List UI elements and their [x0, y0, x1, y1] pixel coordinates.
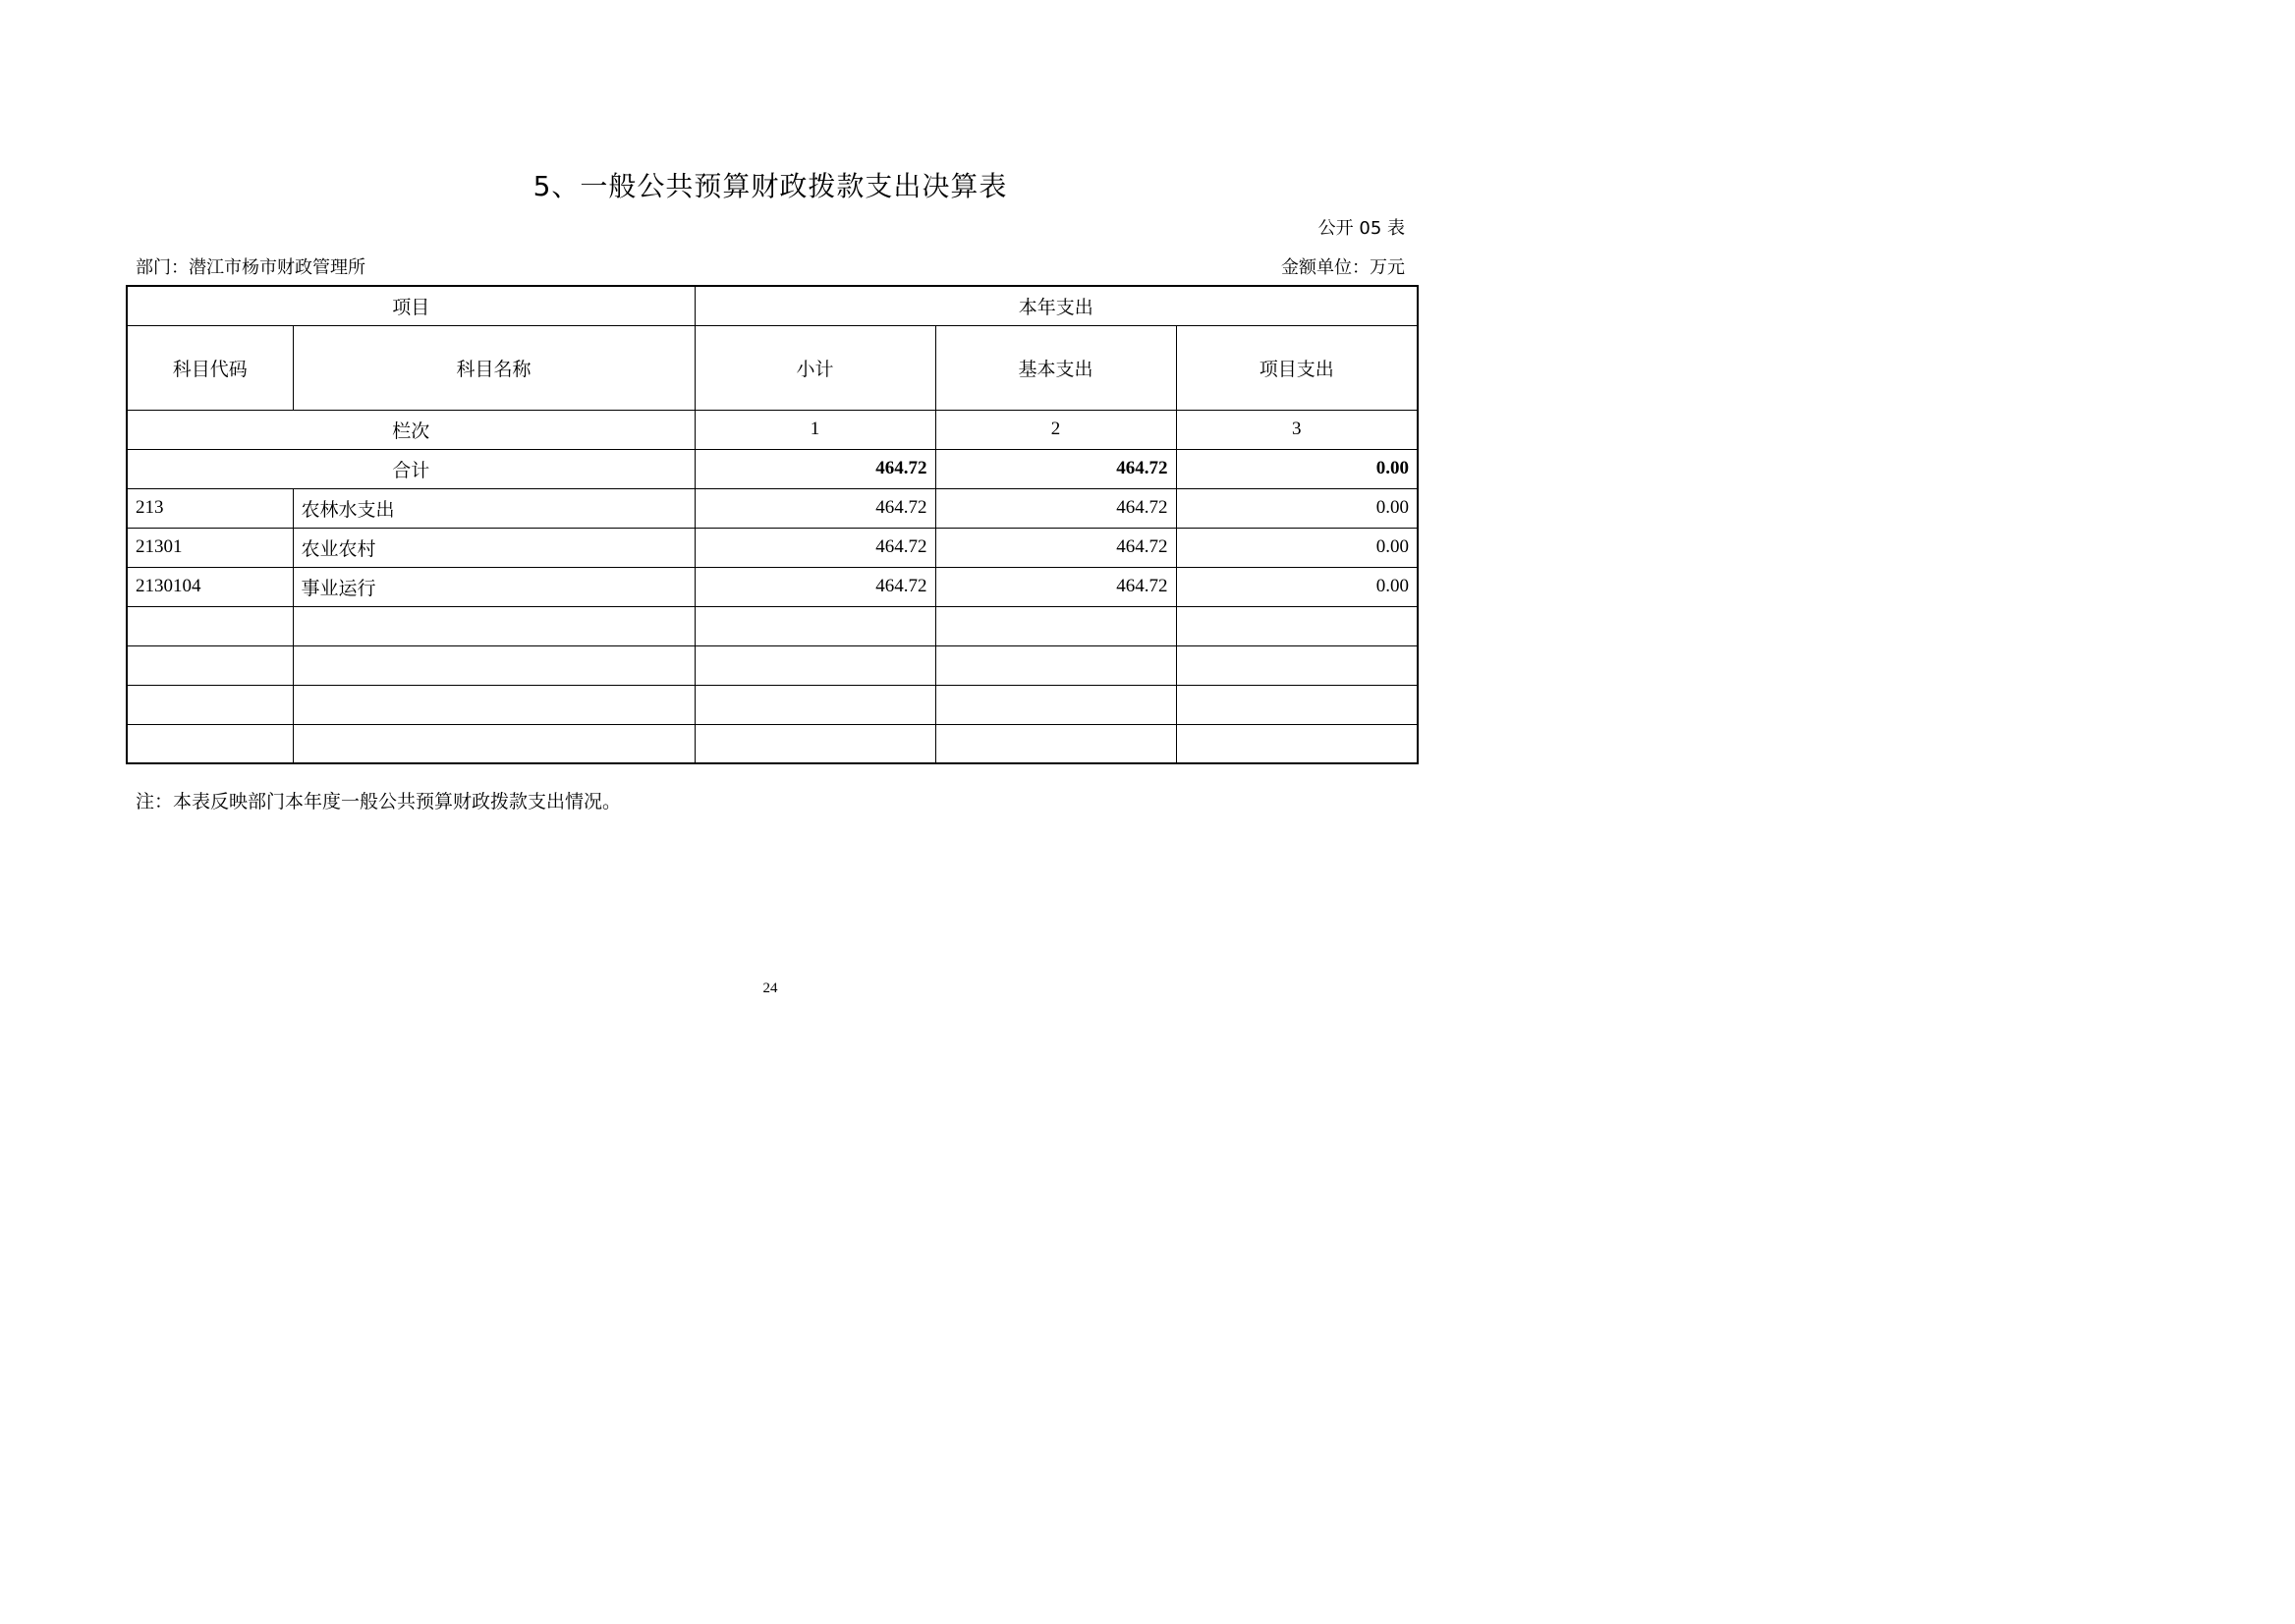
header-item: 项目 [127, 286, 695, 325]
column-number-1: 1 [695, 410, 935, 449]
header-row-2 [127, 325, 1418, 410]
row-code: 21301 [127, 528, 293, 567]
table-row [127, 567, 1418, 606]
empty-cell [293, 645, 695, 685]
total-label: 合计 [127, 449, 695, 488]
amount-unit-label: 金额单位：万元 [1281, 257, 1405, 278]
header-row-1 [127, 286, 1418, 325]
row-subtotal: 464.72 [695, 567, 935, 606]
department-label: 部门：潜江市杨市财政管理所 [136, 257, 365, 278]
empty-cell [935, 724, 1176, 763]
empty-cell [127, 685, 293, 724]
page-number: 24 [762, 980, 778, 996]
empty-cell [935, 645, 1176, 685]
empty-cell [1176, 645, 1418, 685]
empty-cell [695, 724, 935, 763]
row-basic: 464.72 [935, 528, 1176, 567]
empty-cell [293, 724, 695, 763]
header-project: 项目支出 [1176, 325, 1418, 410]
column-number-3: 3 [1176, 410, 1418, 449]
row-project: 0.00 [1176, 567, 1418, 606]
empty-cell [293, 685, 695, 724]
empty-cell [935, 606, 1176, 645]
empty-cell [695, 645, 935, 685]
empty-cell [935, 685, 1176, 724]
empty-row [127, 645, 1418, 685]
header-subtotal: 小计 [695, 325, 935, 410]
empty-row [127, 685, 1418, 724]
row-subtotal: 464.72 [695, 528, 935, 567]
header-basic: 基本支出 [935, 325, 1176, 410]
empty-cell [1176, 685, 1418, 724]
header-code: 科目代码 [127, 325, 293, 410]
empty-row [127, 724, 1418, 763]
row-basic: 464.72 [935, 567, 1176, 606]
total-subtotal: 464.72 [695, 449, 935, 488]
empty-cell [127, 645, 293, 685]
row-basic: 464.72 [935, 488, 1176, 528]
header-name: 科目名称 [293, 325, 695, 410]
empty-cell [1176, 724, 1418, 763]
row-name: 农林水支出 [293, 488, 695, 528]
empty-cell [695, 606, 935, 645]
expenditure-table [126, 285, 1419, 764]
form-number: 公开 05 表 [1317, 218, 1405, 239]
row-name: 事业运行 [293, 567, 695, 606]
empty-cell [1176, 606, 1418, 645]
empty-cell [293, 606, 695, 645]
empty-cell [695, 685, 935, 724]
column-number-2: 2 [935, 410, 1176, 449]
row-code: 2130104 [127, 567, 293, 606]
table-row [127, 488, 1418, 528]
header-expense: 本年支出 [695, 286, 1418, 325]
total-row [127, 449, 1418, 488]
row-project: 0.00 [1176, 528, 1418, 567]
total-project: 0.00 [1176, 449, 1418, 488]
empty-row [127, 606, 1418, 645]
table-row [127, 528, 1418, 567]
row-code: 213 [127, 488, 293, 528]
column-number-row [127, 410, 1418, 449]
row-project: 0.00 [1176, 488, 1418, 528]
empty-cell [127, 606, 293, 645]
total-basic: 464.72 [935, 449, 1176, 488]
page-title: 5、一般公共预算财政拨款支出决算表 [532, 170, 1008, 202]
row-name: 农业农村 [293, 528, 695, 567]
table-note: 注：本表反映部门本年度一般公共预算财政拨款支出情况。 [136, 791, 622, 812]
column-label: 栏次 [127, 410, 695, 449]
row-subtotal: 464.72 [695, 488, 935, 528]
empty-cell [127, 724, 293, 763]
